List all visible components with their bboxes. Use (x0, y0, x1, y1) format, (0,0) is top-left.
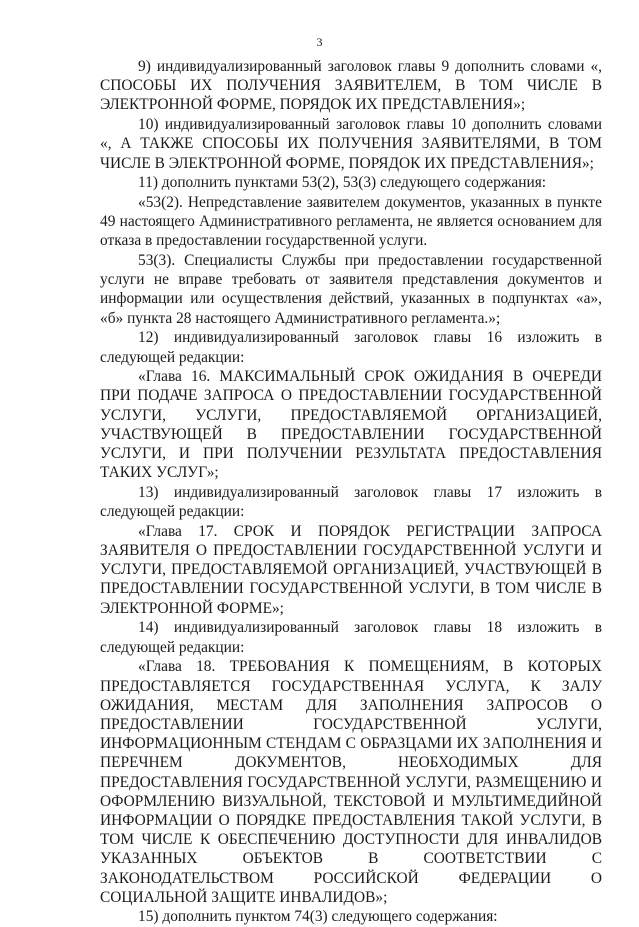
paragraph-chapter-17: «Глава 17. СРОК И ПОРЯДОК РЕГИСТРАЦИИ ЗАПРОСА ЗАЯВИТЕЛЯ О ПРЕДОСТАВЛЕНИИ ГОСУДАРСТВЕННОЙ УСЛУГИ И УСЛУГИ, ПРЕДОСТАВЛЯЕМОЙ ОРГАНИЗАЦИЕЙ, УЧАСТВУЮЩЕЙ В ПРЕДОСТАВЛЕНИИ ГОСУДАРСТВЕННОЙ УСЛУГИ, В ТОМ ЧИСЛЕ В ЭЛЕКТРОННОЙ ФОРМЕ»; (100, 522, 602, 617)
page-number: 3 (316, 35, 323, 49)
paragraph-item-12: 12) индивидуализированный заголовок главы 16 изложить в следующей редакции: (100, 329, 602, 366)
paragraph-chapter-16: «Глава 16. МАКСИМАЛЬНЫЙ СРОК ОЖИДАНИЯ В ОЧЕРЕДИ ПРИ ПОДАЧЕ ЗАПРОСА О ПРЕДОСТАВЛЕНИИ ГОСУДАРСТВЕННОЙ УСЛУГИ, УСЛУГИ, ПРЕДОСТАВЛЯЕМОЙ ОРГАНИЗАЦИЕЙ, УЧАСТВУЮЩЕЙ В ПРЕДОСТАВЛЕНИИ ГОСУДАРСТВЕННОЙ УСЛУГИ, И ПРИ ПОЛУЧЕНИИ РЕЗУЛЬТАТА ПРЕДОСТАВЛЕНИЯ ТАКИХ УСЛУГ»; (100, 368, 602, 482)
paragraph-point-53-2: «53(2). Непредставление заявителем документов, указанных в пункте 49 настоящего Административного регламента, не является основанием для отказа в предоставлении государственной услуги. (100, 193, 602, 250)
paragraph-item-10: 10) индивидуализированный заголовок главы 10 дополнить словами «, А ТАКЖЕ СПОСОБЫ ИХ ПОЛУЧЕНИЯ ЗАЯВИТЕЛЯМИ, В ТОМ ЧИСЛЕ В ЭЛЕКТРОННОЙ ФОРМЕ, ПОРЯДОК ИХ ПРЕДСТАВЛЕНИЯ»; (100, 116, 602, 172)
paragraph-item-14: 14) индивидуализированный заголовок главы 18 изложить в следующей редакции: (100, 619, 602, 656)
paragraph-item-15: 15) дополнить пунктом 74(3) следующего содержания: (138, 908, 498, 926)
paragraph-item-13: 13) индивидуализированный заголовок главы 17 изложить в следующей редакции: (100, 483, 602, 521)
document-body (100, 57, 602, 927)
paragraph-chapter-18: «Глава 18. ТРЕБОВАНИЯ К ПОМЕЩЕНИЯМ, В КОТОРЫХ ПРЕДОСТАВЛЯЕТСЯ ГОСУДАРСТВЕННАЯ УСЛУГА, К ЗАЛУ ОЖИДАНИЯ, МЕСТАМ ДЛЯ ЗАПОЛНЕНИЯ ЗАПРОСОВ О ПРЕДОСТАВЛЕНИИ ГОСУДАРСТВЕННОЙ УСЛУГИ, ИНФОРМАЦИОННЫМ СТЕНДАМ С ОБРАЗЦАМИ ИХ ЗАПОЛНЕНИЯ И ПЕРЕЧНЕМ ДОКУМЕНТОВ, НЕОБХОДИМЫХ ДЛЯ ПРЕДОСТАВЛЕНИЯ ГОСУДАРСТВЕННОЙ УСЛУГИ, РАЗМЕЩЕНИЮ И ОФОРМЛЕНИЮ ВИЗУАЛЬНОЙ, ТЕКСТОВОЙ И МУЛЬТИМЕДИЙНОЙ ИНФОРМАЦИИ О ПОРЯДКЕ ПРЕДОСТАВЛЕНИЯ ТАКОЙ УСЛУГИ, В ТОМ ЧИСЛЕ К ОБЕСПЕЧЕНИЮ ДОСТУПНОСТИ ДЛЯ ИНВАЛИДОВ УКАЗАННЫХ ОБЪЕКТОВ В СООТВЕТСТВИИ С ЗАКОНОДАТЕЛЬСТВОМ РОССИЙСКОЙ ФЕДЕРАЦИИ О СОЦИАЛЬНОЙ ЗАЩИТЕ ИНВАЛИДОВ»; (100, 658, 602, 906)
paragraph-point-53-3: 53(3). Специалисты Службы при предоставлении государственной услуги не вправе требовать от заявителя представления документов и информации или осуществления действий, указанных в подпунктах «а», «б» пункта 28 настоящего Административного регламента.»; (100, 252, 602, 327)
paragraph-item-11: 11) дополнить пунктами 53(2), 53(3) следующего содержания: (138, 174, 547, 192)
paragraph-item-9: 9) индивидуализированный заголовок главы 9 дополнить словами «, СПОСОБЫ ИХ ПОЛУЧЕНИЯ ЗАЯВИТЕЛЕМ, В ТОМ ЧИСЛЕ В ЭЛЕКТРОННОЙ ФОРМЕ, ПОРЯДОК ИХ ПРЕДСТАВЛЕНИЯ»; (100, 58, 602, 114)
